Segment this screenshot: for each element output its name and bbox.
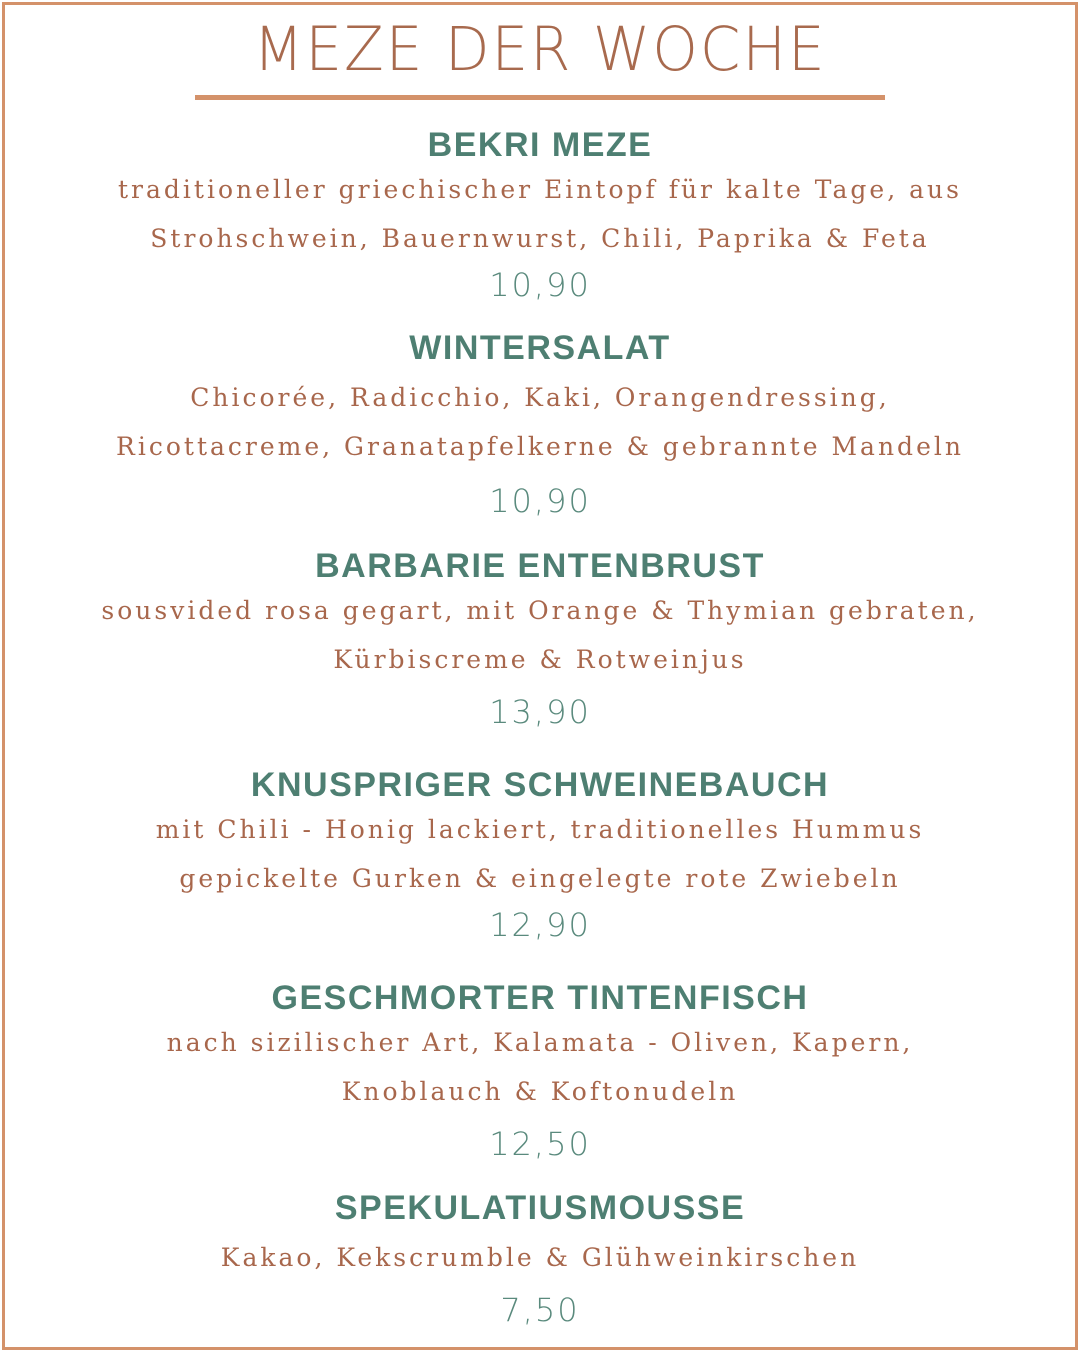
item-description-line: Knoblauch & Koftonudeln (341, 1077, 739, 1106)
item-description-line: sousvided rosa gegart, mit Orange & Thymian gebraten, (101, 596, 979, 625)
item-name: BEKRI MEZE (427, 126, 653, 164)
menu-item-knuspriger-schweinebauch (0, 765, 1080, 947)
item-price: 12,90 (489, 906, 591, 944)
item-description-line: Kürbiscreme & Rotweinjus (333, 645, 747, 674)
menu-item-bekri-meze (0, 125, 1080, 307)
item-price: 10,90 (489, 266, 591, 304)
item-description-line: traditioneller griechischer Eintopf für kalte Tage, aus (118, 175, 962, 204)
menu-item-geschmorter-tintenfisch (0, 978, 1080, 1166)
item-price: 7,50 (500, 1291, 580, 1329)
item-name: WINTERSALAT (409, 329, 671, 367)
menu-item-barbarie-entenbrust (0, 546, 1080, 734)
item-price: 13,90 (489, 693, 591, 731)
item-name: GESCHMORTER TINTENFISCH (271, 979, 809, 1017)
menu-item-wintersalat (0, 328, 1080, 523)
item-name: KNUSPRIGER SCHWEINEBAUCH (250, 766, 830, 804)
item-description-line: nach sizilischer Art, Kalamata - Oliven, Kapern, (166, 1028, 914, 1057)
item-price: 12,50 (489, 1125, 591, 1163)
menu-title: MEZE DER WOCHE (253, 13, 827, 85)
item-description-line: Strohschwein, Bauernwurst, Chili, Paprika & Feta (150, 224, 930, 253)
item-description-line: Ricottacreme, Granatapfelkerne & gebrannte Mandeln (116, 432, 964, 461)
title-divider (195, 95, 885, 100)
item-name: BARBARIE ENTENBRUST (315, 547, 765, 585)
item-description-line: Kakao, Kekscrumble & Glühweinkirschen (220, 1243, 860, 1272)
item-description-line: Chicorée, Radicchio, Kaki, Orangendressing, (190, 383, 890, 412)
item-price: 10,90 (489, 482, 591, 520)
item-description-line: gepickelte Gurken & eingelegte rote Zwiebeln (179, 864, 901, 893)
menu-item-spekulatiusmousse (0, 1188, 1080, 1332)
item-name: SPEKULATIUSMOUSSE (334, 1189, 746, 1227)
item-description-line: mit Chili - Honig lackiert, traditionelles Hummus (155, 815, 925, 844)
